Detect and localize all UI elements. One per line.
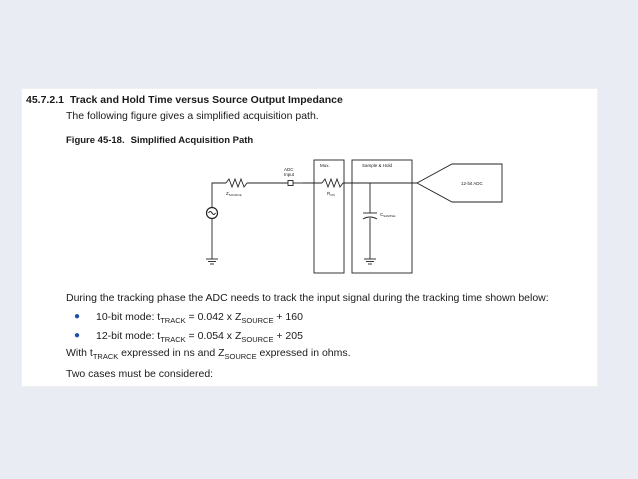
- adc-block: [417, 164, 502, 202]
- document-page: [21, 88, 598, 387]
- z-source-label: $Z_{SOURCE}$: [226, 191, 242, 197]
- figure-title: Simplified Acquisition Path: [130, 135, 254, 146]
- adc-input-label-line1: ADC: [284, 167, 294, 172]
- list-item-10bit: ● 10-bit mode: $t_{TRACK} = 0.042$ x $Z_{SOURCE} + 160$: [74, 311, 303, 326]
- mux-block: [314, 160, 344, 273]
- adc-input-pin: [288, 181, 293, 186]
- ac-wave-icon: [209, 212, 216, 215]
- tracking-paragraph: During the tracking phase the ADC needs to track the input signal during the tracking time shown below:: [66, 292, 549, 304]
- c-sample-label: $C_{SAMPLE}$: [380, 212, 396, 218]
- r-on-resistor: [322, 179, 343, 187]
- z-source-resistor: [226, 179, 247, 187]
- intro-text: The following figure gives a simplified acquisition path.: [66, 110, 319, 122]
- mux-label: Mux.: [320, 163, 330, 168]
- adc-label: 12-bit ADC: [461, 181, 483, 186]
- bullet-icon: ●: [74, 330, 81, 341]
- r-on-label: $R_{ON}$: [327, 191, 335, 197]
- formula-list: [66, 311, 303, 349]
- section-number: 45.7.2.1: [26, 94, 64, 106]
- adc-input-label-line2: Input: [284, 172, 295, 177]
- section-title: Track and Hold Time versus Source Output Impedance: [69, 94, 343, 106]
- figure-label: Figure 45-18.: [66, 135, 125, 146]
- cases-text: Two cases must be considered:: [66, 368, 214, 380]
- list-item-12bit: ● 12-bit mode: $t_{TRACK} = 0.054$ x $Z_{SOURCE} + 205$: [74, 330, 303, 345]
- units-note: With $t_{TRACK}$ expressed in ns and $Z_{SOURCE}$ expressed in ohms.: [66, 347, 351, 362]
- bullet-icon: ●: [74, 311, 81, 322]
- sample-hold-label: Sample & Hold: [362, 163, 393, 168]
- acquisition-path-diagram: [22, 89, 597, 289]
- source-wire: [212, 183, 226, 208]
